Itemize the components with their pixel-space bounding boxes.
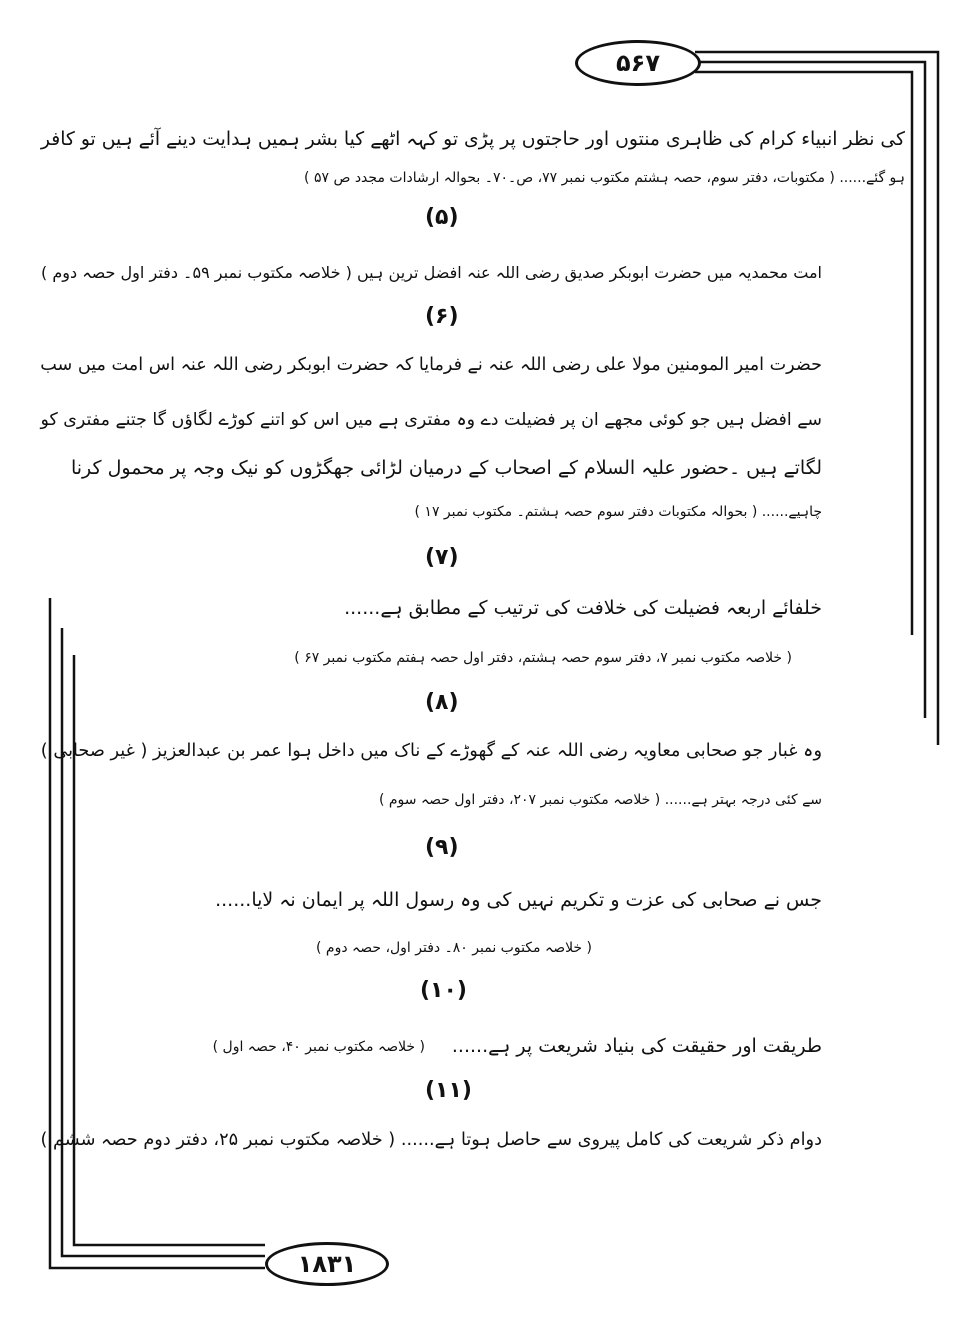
paragraph-line: طریقت اور حقیقت کی بنیاد شریعت پر ہے......: [451, 1035, 822, 1057]
section-number: (۶): [425, 304, 459, 329]
section-number: (۱۰): [420, 978, 467, 1003]
paragraph-line: کی نظر انبیاء کرام کی ظاہری منتوں اور حاجتوں پر پڑی تو کہہ اٹھے کیا بشر ہمیں ہدایت دینے آئے ہیں تو کافر: [40, 129, 905, 150]
paragraph-line: وہ غبار جو صحابی معاویہ رضی اللہ عنہ کے گھوڑے کے ناک میں داخل ہوا عمر بن عبدالعزیز ( غیر صحابی ): [40, 741, 822, 761]
paragraph-line: امت محمدیہ میں حضرت ابوبکر صدیق رضی اللہ عنہ افضل ترین ہیں ( خلاصہ مکتوب نمبر ۵۹۔ دفتر اول حصہ دوم ): [40, 263, 822, 282]
reference-line: ہو گئے...... ( مکتوبات، دفتر سوم، حصہ ہشتم مکتوب نمبر ۷۷، ص۔۷۰۔ بحوالہ ارشادات مجدد ص ۵۷ ): [304, 170, 905, 186]
section-number: (۱۱): [425, 1078, 472, 1103]
paragraph-line: خلفائے اربعہ فضیلت کی خلافت کی ترتیب کے مطابق ہے......: [344, 597, 822, 619]
reference-line: ( خلاصہ مکتوب نمبر ۴۰، حصہ اول ): [212, 1039, 425, 1055]
section-number: (۷): [425, 545, 459, 570]
section-number: (۵): [425, 205, 459, 230]
reference-line: ( خلاصہ مکتوب نمبر ۷، دفتر سوم حصہ ہشتم، دفتر اول حصہ ہفتم مکتوب نمبر ۶۷ ): [294, 650, 792, 666]
paragraph-line: سے افضل ہیں جو کوئی مجھے ان پر فضیلت دے وہ مفتری ہے میں اس کو اتنے کوڑے لگاؤں گا جتنے مفتری کو: [40, 410, 822, 430]
header-page-number: ۵۶۷: [575, 40, 701, 86]
paragraph-line: جس نے صحابی کی عزت و تکریم نہیں کی وہ رسول اللہ پر ایمان نہ لایا......: [215, 889, 822, 911]
paragraph-line: لگاتے ہیں ۔حضور علیہ السلام کے اصحاب کے درمیان لڑائی جھگڑوں کو نیک وجہ پر محمول کرنا: [70, 457, 822, 479]
section-number: (۹): [425, 835, 459, 860]
reference-line: سے کئی درجہ بہتر ہے...... ( خلاصہ مکتوب نمبر ۲۰۷، دفتر اول حصہ سوم ): [378, 792, 822, 808]
reference-line: ( خلاصہ مکتوب نمبر ۸۰۔ دفتر اول، حصہ دوم ): [315, 940, 592, 956]
reference-line: چاہیے...... ( بحوالہ مکتوبات دفتر سوم حصہ ہشتم۔ مکتوب نمبر ۱۷ ): [414, 504, 822, 520]
paragraph-line: دوام ذکر شریعت کی کامل پیروی سے حاصل ہوتا ہے...... ( خلاصہ مکتوب نمبر ۲۵، دفتر دوم حصہ ششم ): [40, 1130, 822, 1150]
footer-page-number: ۱۸۳۱: [265, 1242, 389, 1286]
paragraph-line: حضرت امیر المومنین مولا علی رضی اللہ عنہ نے فرمایا کہ حضرت ابوبکر رضی اللہ عنہ اس امت میں سب: [40, 355, 822, 375]
section-number: (۸): [425, 690, 459, 715]
